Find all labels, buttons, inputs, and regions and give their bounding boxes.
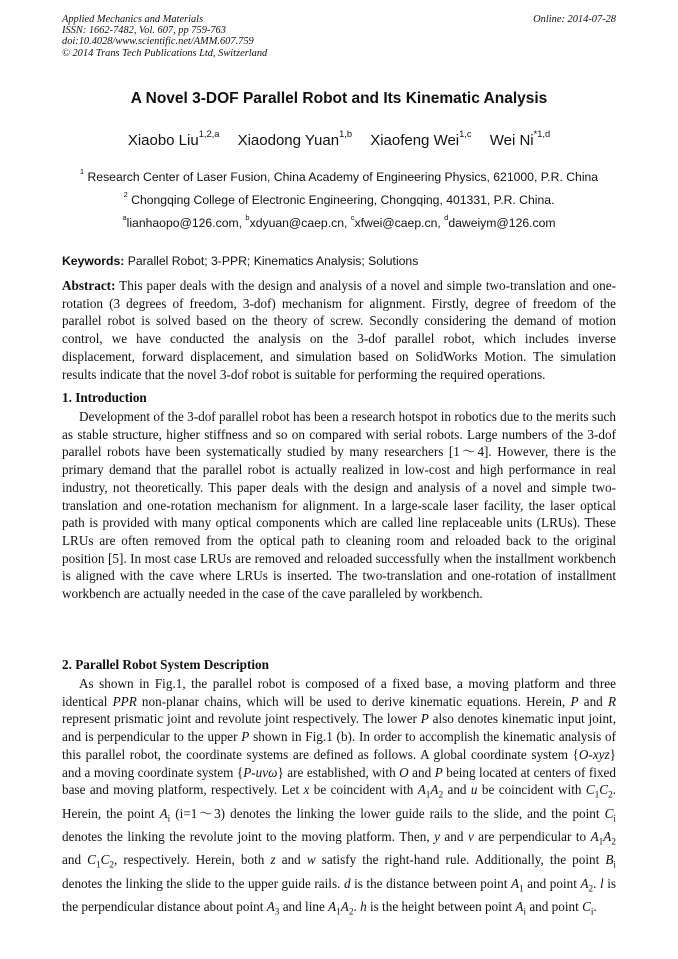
email-link[interactable]: xdyuan@caep.cn,: [249, 216, 348, 230]
introduction-paragraph: Development of the 3-dof parallel robot has been a research hotspot in robotics due to the merits such as stable structure, higher stiffness and so on compared with serial robots. Large numbers of the 3-dof parallel robots have been systematically studied by many researchers [1～4]. However, there is the primary demand that the parallel robot is actually realized in low-cost and high performance in real industry, not theoretically. This paper deals with the design and analysis of a novel and simple two-translation and one-rotation mechanism for alignment. In a large-scale laser facility, the laser optical path is provided with many optical components which are called line replaceable units (LRUs). These LRUs are often removed from the optical path to cleaning room and reloaded back to the original position [5]. In most case LRUs are removed and reloaded successfully when the installment workbench is aligned with the cave where LRUs is inserted. The two-translation and one-rotation of installment workbench are actually needed in the case of the cave paralleled by workbench.: [62, 409, 616, 602]
affiliation-2: $^2$ Chongqing College of Electronic Engineering, Chongqing, 401331, P.R. China.: [123, 190, 555, 207]
keywords: Keywords: Parallel Robot; 3-PPR; Kinematics Analysis; Solutions: [62, 254, 419, 268]
copyright-line: © 2014 Trans Tech Publications Ltd, Switzerland: [62, 47, 268, 59]
affiliation-1: $^1$ Research Center of Laser Fusion, China Academy of Engineering Physics, 621000, P.R. China: [79, 167, 599, 184]
email-list: $^a$lianhaopo@126.com, $^b$xdyuan@caep.cn, $^c$xfwei@caep.cn, $^d$daweiym@126.com: [122, 213, 556, 230]
email-link[interactable]: xfwei@caep.cn,: [354, 216, 441, 230]
system-description-paragraph: As shown in Fig.1, the parallel robot is composed of a fixed base, a moving platform and three identical PPR non-planar chains, which will be used to derive kinematic equations. Herein, P and R represent prismatic joint and revolute joint respectively. The lower P also denotes kinematic input joint, and is perpendicular to the upper P shown in Fig.1 (b). In order to accomplish the kinematic analysis of this parallel robot, the coordinate systems are defined as follows. A global coordinate system {O-xyz} and a moving coordinate system {P-uvω} are established, with O and P being located at centers of fixed base and moving platform, respectively. Let x be coincident with $A_1A_2$ and u be coincident with $C_1C_2$. Herein, the point $A_i$ (i=1～3) denotes the linking the lower guide rails to the slide, and the point $C_i$ denotes the linking the revolute joint to the moving platform. Then, y and v are perpendicular to $A_1A_2$ and $C_1C_2$, respectively. Herein, both z and w satisfy the right-hand rule. Additionally, the point $B_i$ denotes the linking the slide to the upper guide rails. d is the distance between point $A_1$ and point $A_2$. l is the perpendicular distance about point $A_3$ and line $A_1A_2$. h is the height between point $A_i$ and point $C_i$.: [62, 676, 616, 917]
issn-line: ISSN: 1662-7482, Vol. 607, pp 759-763: [62, 25, 226, 37]
abstract: Abstract: This paper deals with the design and analysis of a novel and simple two-translation and one-rotation (3 degrees of freedom, 3-dof) mechanism for alignment. Firstly, degree of freedom of the parallel robot is solved based on the theory of screw. Secondly considering the demand of motion control, we have conducted the analysis on the 3-dof parallel robot, which includes inverse displacement, forward displacement, and simulation based on SolidWorks Motion. The simulation results indicate that the novel 3-dof robot is suitable for performing the required operations.: [62, 278, 616, 382]
author: Xiaodong Yuan$^{1,b}$: [237, 129, 353, 149]
author: Xiaobo Liu$^{1,2,a}$: [127, 129, 220, 149]
section-heading-system-description: 2. Parallel Robot System Description: [62, 657, 269, 672]
journal-name: Applied Mechanics and Materials: [62, 14, 204, 25]
online-date: Online: 2014-07-28: [533, 14, 616, 25]
author-list: [62, 129, 616, 149]
email-link[interactable]: daweiym@126.com: [448, 216, 556, 230]
doi-line[interactable]: doi:10.4028/www.scientific.net/AMM.607.759: [62, 36, 254, 48]
paper-title: A Novel 3-DOF Parallel Robot and Its Kinematic Analysis: [130, 90, 548, 107]
author: Xiaofeng Wei$^{1,c}$: [370, 129, 472, 149]
section-heading-introduction: 1. Introduction: [62, 390, 147, 405]
running-header: [62, 14, 616, 59]
author: Wei Ni$^{*1,d}$: [489, 129, 551, 149]
email-link[interactable]: lianhaopo@126.com,: [126, 216, 243, 230]
